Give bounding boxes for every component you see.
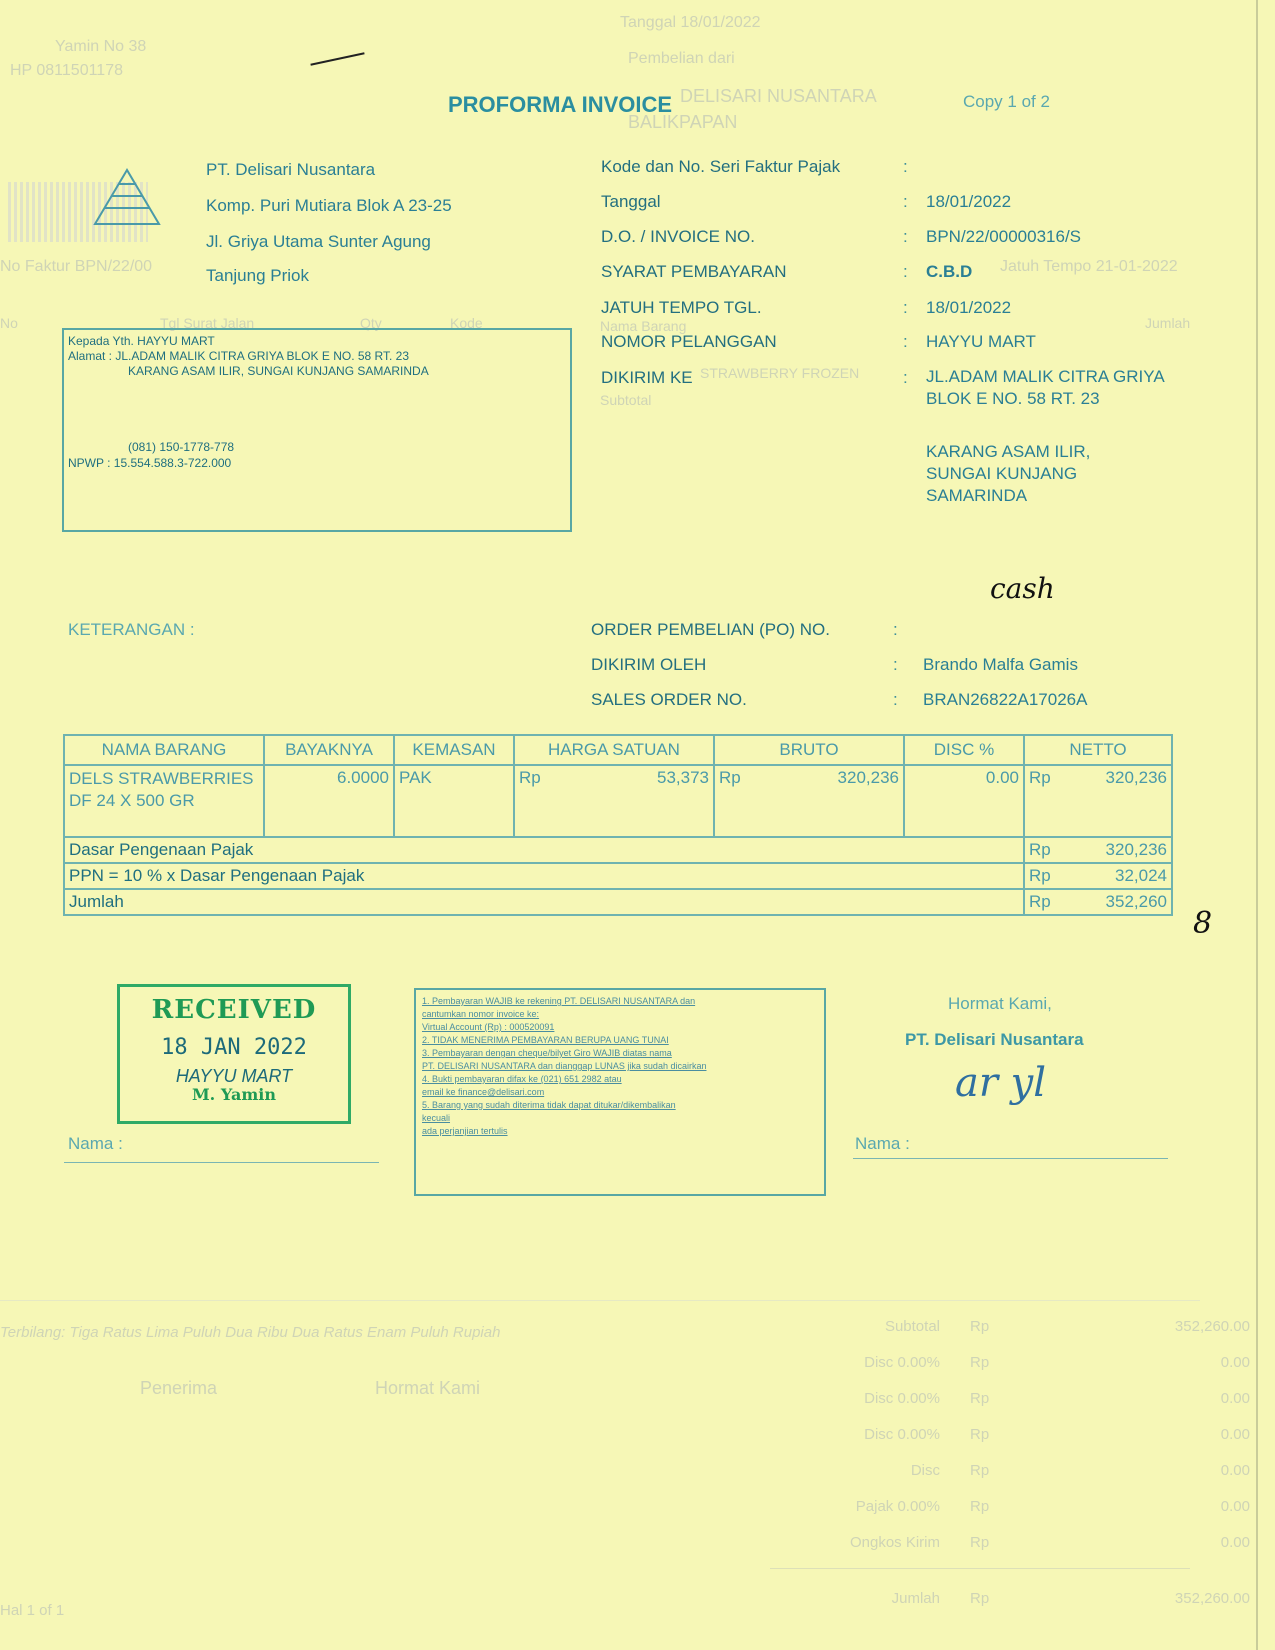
company-logo-icon	[92, 168, 162, 228]
ghost-summary: Subtotal Rp 352,260.00 Disc 0.00% Rp 0.00 Disc 0.00% Rp 0.00 Disc 0.00% Rp 0.00 Disc Rp 0.00 Pajak 0.00% Rp 0.00 Ongkos Kirim Rp 0.00 Jumlah Rp 352,260.00	[849, 1318, 1250, 1607]
customer-no-value: HAYYU MART	[926, 332, 1036, 351]
colon: :	[903, 298, 908, 317]
date-label: Tanggal	[601, 192, 661, 211]
ghost-date: Tanggal 18/01/2022	[620, 14, 761, 31]
sales-order-value: BRAN26822A17026A	[923, 690, 1088, 709]
received-stamp	[117, 984, 351, 1124]
item-bruto-cell	[714, 765, 904, 837]
page-edge	[1256, 0, 1258, 1650]
ppn-cell	[1024, 863, 1172, 889]
invoice-no-label: D.O. / INVOICE NO.	[601, 227, 755, 246]
sign-line-left	[64, 1162, 379, 1163]
date-value: 18/01/2022	[926, 192, 1012, 211]
note-line: 2. TIDAK MENERIMA PEMBAYARAN BERUPA UANG TUNAI	[422, 1035, 669, 1045]
ghost-jatuh: Jatuh Tempo 21-01-2022	[1000, 258, 1178, 275]
nama-left-label: Nama :	[68, 1134, 123, 1153]
item-bruto-rp: Rp	[719, 768, 741, 787]
stamp-date: 18 JAN 2022	[161, 1035, 307, 1060]
col-header-name: NAMA BARANG	[64, 735, 264, 765]
col-header-qty: BAYAKNYA	[264, 735, 394, 765]
ghost-hdr-jumlah: Jumlah	[1145, 315, 1191, 331]
item-price-cell	[514, 765, 714, 837]
colon: :	[893, 655, 898, 674]
items-table	[63, 734, 1173, 916]
note-line: 4. Bukti pembayaran difax ke (021) 651 2982 atau	[422, 1074, 622, 1084]
note-line: Virtual Account (Rp) : 000520091	[422, 1022, 555, 1032]
table-header-row	[64, 735, 1172, 765]
stamp-title: RECEIVED	[151, 995, 317, 1025]
payment-notes	[414, 988, 826, 1196]
stamp-store: HAYYU MART	[175, 1066, 293, 1086]
ghost-hdr-nama: Nama Barang	[600, 318, 687, 334]
ship-to-value-2: KARANG ASAM ILIR, SUNGAI KUNJANG SAMARINDA	[926, 442, 1091, 505]
colon: :	[903, 262, 908, 281]
item-unit: PAK	[394, 765, 514, 837]
item-bruto: 320,236	[837, 768, 899, 787]
note-line: cantumkan nomor invoice ke:	[422, 1009, 540, 1019]
col-header-netto: NETTO	[1024, 735, 1172, 765]
dpp-label: Dasar Pengenaan Pajak	[64, 837, 1024, 863]
ghost-city: BALIKPAPAN	[628, 112, 738, 132]
ghost-divider	[0, 1300, 1200, 1301]
item-netto: 320,236	[1105, 768, 1167, 787]
ghost-faktur: No Faktur BPN/22/00	[0, 258, 153, 275]
item-netto-rp: Rp	[1029, 768, 1051, 787]
total-cell	[1024, 889, 1172, 915]
signer-company: PT. Delisari Nusantara	[905, 1030, 1084, 1049]
ghost-hdr-kode: Kode	[450, 315, 483, 331]
note-line: 5. Barang yang sudah diterima tidak dapat ditukar/dikembalikan	[422, 1100, 676, 1110]
table-row	[64, 765, 1172, 837]
colon: :	[903, 368, 908, 387]
ghost-address: Yamin No 38	[55, 38, 147, 55]
note-line: kecuali	[422, 1113, 451, 1123]
ghost-total-line	[770, 1568, 1190, 1569]
col-header-price: HARGA SATUAN	[514, 735, 714, 765]
ppn-value: 32,024	[1115, 866, 1167, 885]
ghost-hdr-tgl: Tgl Surat Jalan	[160, 315, 255, 331]
keterangan-label: KETERANGAN :	[68, 620, 195, 639]
company-name: PT. Delisari Nusantara	[206, 160, 376, 179]
total-row	[64, 889, 1172, 915]
ship-to-label: DIKIRIM KE	[601, 368, 693, 387]
colon: :	[903, 227, 908, 246]
ghost-hal: Hal 1 of 1	[0, 1602, 65, 1619]
ghost-subtotal: Subtotal	[600, 392, 652, 408]
ghost-phone: HP 0811501178	[10, 62, 123, 79]
col-header-bruto: BRUTO	[714, 735, 904, 765]
item-price: 53,373	[657, 768, 709, 787]
customer-to: Kepada Yth. HAYYU MART	[68, 334, 215, 348]
note-line: PT. DELISARI NUSANTARA dan dianggap LUNAS jika sudah dicairkan	[422, 1061, 707, 1071]
item-netto-cell	[1024, 765, 1172, 837]
handwritten-cash: cash	[990, 572, 1055, 605]
note-line: email ke finance@delisari.com	[422, 1087, 545, 1097]
sent-by-value: Brando Malfa Gamis	[923, 655, 1078, 674]
col-header-disc: DISC %	[904, 735, 1024, 765]
ppn-rp: Rp	[1029, 866, 1051, 885]
handwritten-eight: 8	[1193, 906, 1213, 941]
colon: :	[903, 332, 908, 351]
payment-terms-label: SYARAT PEMBAYARAN	[601, 262, 787, 281]
customer-no-label: NOMOR PELANGGAN	[601, 332, 777, 351]
ghost-terbilang: Terbilang: Tiga Ratus Lima Puluh Dua Ribu Dua Ratus Enam Puluh Rupiah	[0, 1324, 501, 1341]
dpp-row	[64, 837, 1172, 863]
item-name: DELS STRAWBERRIES DF 24 X 500 GR	[64, 765, 264, 837]
due-date-label: JATUH TEMPO TGL.	[601, 298, 762, 317]
page-title: PROFORMA INVOICE	[448, 92, 673, 117]
faktur-label: Kode dan No. Seri Faktur Pajak	[601, 157, 841, 176]
handwritten-signature: ar yl	[955, 1060, 1047, 1106]
pen-mark	[310, 52, 364, 65]
item-disc: 0.00	[904, 765, 1024, 837]
sign-line-right	[853, 1158, 1168, 1159]
total-rp: Rp	[1029, 892, 1051, 911]
customer-npwp: NPWP : 15.554.588.3-722.000	[68, 456, 232, 470]
ghost-supplier: DELISARI NUSANTARA	[680, 86, 877, 106]
item-qty: 6.0000	[264, 765, 394, 837]
customer-phone: (081) 150-1778-778	[128, 440, 235, 454]
nama-right-label: Nama :	[855, 1134, 910, 1153]
customer-box	[62, 328, 572, 532]
po-label: ORDER PEMBELIAN (PO) NO.	[591, 620, 830, 639]
colon: :	[893, 690, 898, 709]
sent-by-label: DIKIRIM OLEH	[591, 655, 707, 674]
ghost-hormat: Hormat Kami	[375, 1378, 481, 1398]
customer-address-1: Alamat : JL.ADAM MALIK CITRA GRIYA BLOK E NO. 58 RT. 23	[68, 349, 410, 363]
note-line: 1. Pembayaran WAJIB ke rekening PT. DELISARI NUSANTARA dan	[422, 996, 696, 1006]
col-header-unit: KEMASAN	[394, 735, 514, 765]
copy-label: Copy 1 of 2	[963, 92, 1050, 111]
note-line: ada perjanjian tertulis	[422, 1126, 508, 1136]
payment-terms-value: C.B.D	[926, 262, 973, 281]
colon: :	[903, 192, 908, 211]
ppn-label: PPN = 10 % x Dasar Pengenaan Pajak	[64, 863, 1024, 889]
ghost-purchase: Pembelian dari	[628, 50, 735, 67]
company-city: Tanjung Priok	[206, 266, 310, 285]
hormat-label: Hormat Kami,	[948, 994, 1052, 1013]
ppn-row	[64, 863, 1172, 889]
ghost-item: STRAWBERRY FROZEN	[700, 365, 860, 381]
dpp-rp: Rp	[1029, 840, 1051, 859]
stamp-name: M. Yamin	[191, 1085, 277, 1104]
colon: :	[903, 157, 908, 176]
dpp-value: 320,236	[1105, 840, 1167, 859]
ghost-hdr-no: No	[0, 315, 18, 331]
ghost-penerima: Penerima	[140, 1378, 218, 1398]
company-address-2: Jl. Griya Utama Sunter Agung	[206, 232, 431, 251]
customer-address-2: KARANG ASAM ILIR, SUNGAI KUNJANG SAMARINDA	[128, 364, 429, 378]
due-date-value: 18/01/2022	[926, 298, 1012, 317]
ghost-hdr-qty: Qty	[360, 315, 382, 331]
dpp-cell	[1024, 837, 1172, 863]
company-address-1: Komp. Puri Mutiara Blok A 23-25	[206, 196, 452, 215]
sales-order-label: SALES ORDER NO.	[591, 690, 747, 709]
total-value: 352,260	[1105, 892, 1167, 911]
item-price-rp: Rp	[519, 768, 541, 787]
ship-to-value: JL.ADAM MALIK CITRA GRIYA BLOK E NO. 58 RT. 23	[926, 367, 1164, 408]
note-line: 3. Pembayaran dengan cheque/bilyet Giro WAJIB diatas nama	[422, 1048, 672, 1058]
invoice-no-value: BPN/22/00000316/S	[926, 227, 1082, 246]
colon: :	[893, 620, 898, 639]
total-label: Jumlah	[64, 889, 1024, 915]
